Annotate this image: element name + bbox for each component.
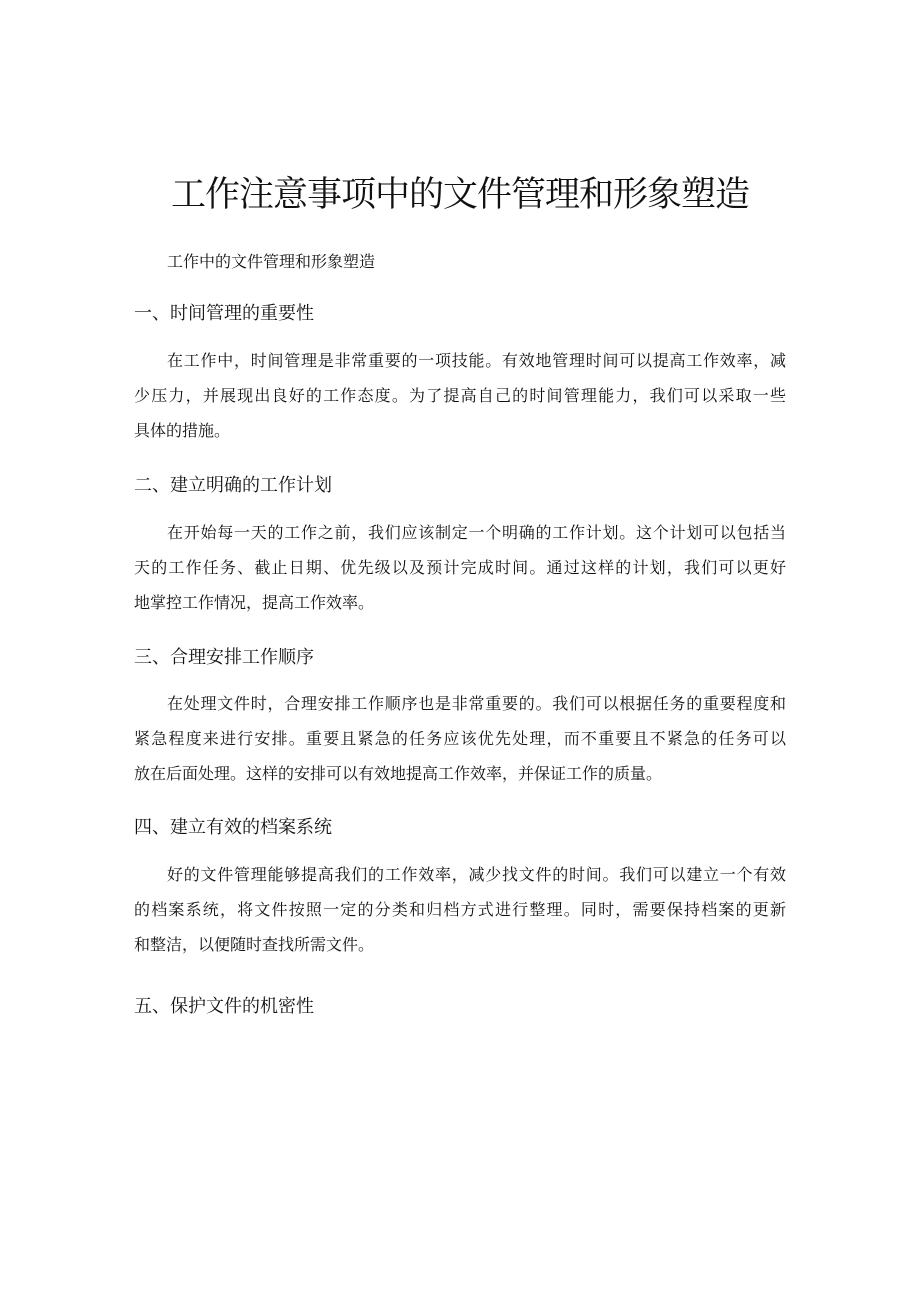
section-paragraph-time-management: [134, 343, 786, 448]
section-heading-time-management: 一、时间管理的重要性: [134, 303, 314, 324]
paragraph-line: 和整洁，以便随时查找所需文件。: [134, 935, 375, 954]
section-heading-archive-system: 四、建立有效的档案系统: [134, 817, 332, 838]
section-paragraph-archive-system: [134, 857, 786, 962]
paragraph-line: 紧急程度来进行安排。重要且紧急的任务应该优先处理，而不重要且不紧急的任务可以: [134, 729, 786, 748]
paragraph-line: 在开始每一天的工作之前，我们应该制定一个明确的工作计划。这个计划可以包括当: [167, 523, 786, 542]
section-paragraph-work-plan: [134, 515, 786, 620]
paragraph-line: 地掌控工作情况，提高工作效率。: [134, 593, 375, 612]
document-title: 工作注意事项中的文件管理和形象塑造: [170, 175, 749, 215]
section-heading-confidentiality: 五、保护文件的机密性: [134, 996, 314, 1017]
paragraph-line: 少压力，并展现出良好的工作态度。为了提高自己的时间管理能力，我们可以采取一些: [134, 386, 786, 405]
paragraph-line: 在处理文件时，合理安排工作顺序也是非常重要的。我们可以根据任务的重要程度和: [167, 694, 786, 713]
paragraph-line: 的档案系统，将文件按照一定的分类和归档方式进行整理。同时，需要保持档案的更新: [134, 900, 786, 919]
document-subtitle: 工作中的文件管理和形象塑造: [167, 252, 376, 271]
section-paragraph-work-order: [134, 686, 786, 791]
section-heading-work-order: 三、合理安排工作顺序: [134, 647, 314, 668]
paragraph-line: 放在后面处理。这样的安排可以有效地提高工作效率，并保证工作的质量。: [134, 764, 663, 783]
section-heading-work-plan: 二、建立明确的工作计划: [134, 475, 332, 496]
paragraph-line: 在工作中，时间管理是非常重要的一项技能。有效地管理时间可以提高工作效率，减: [167, 351, 786, 370]
paragraph-line: 具体的措施。: [134, 421, 231, 440]
paragraph-line: 天的工作任务、截止日期、优先级以及预计完成时间。通过这样的计划，我们可以更好: [134, 558, 786, 577]
paragraph-line: 好的文件管理能够提高我们的工作效率，减少找文件的时间。我们可以建立一个有效: [167, 865, 786, 884]
